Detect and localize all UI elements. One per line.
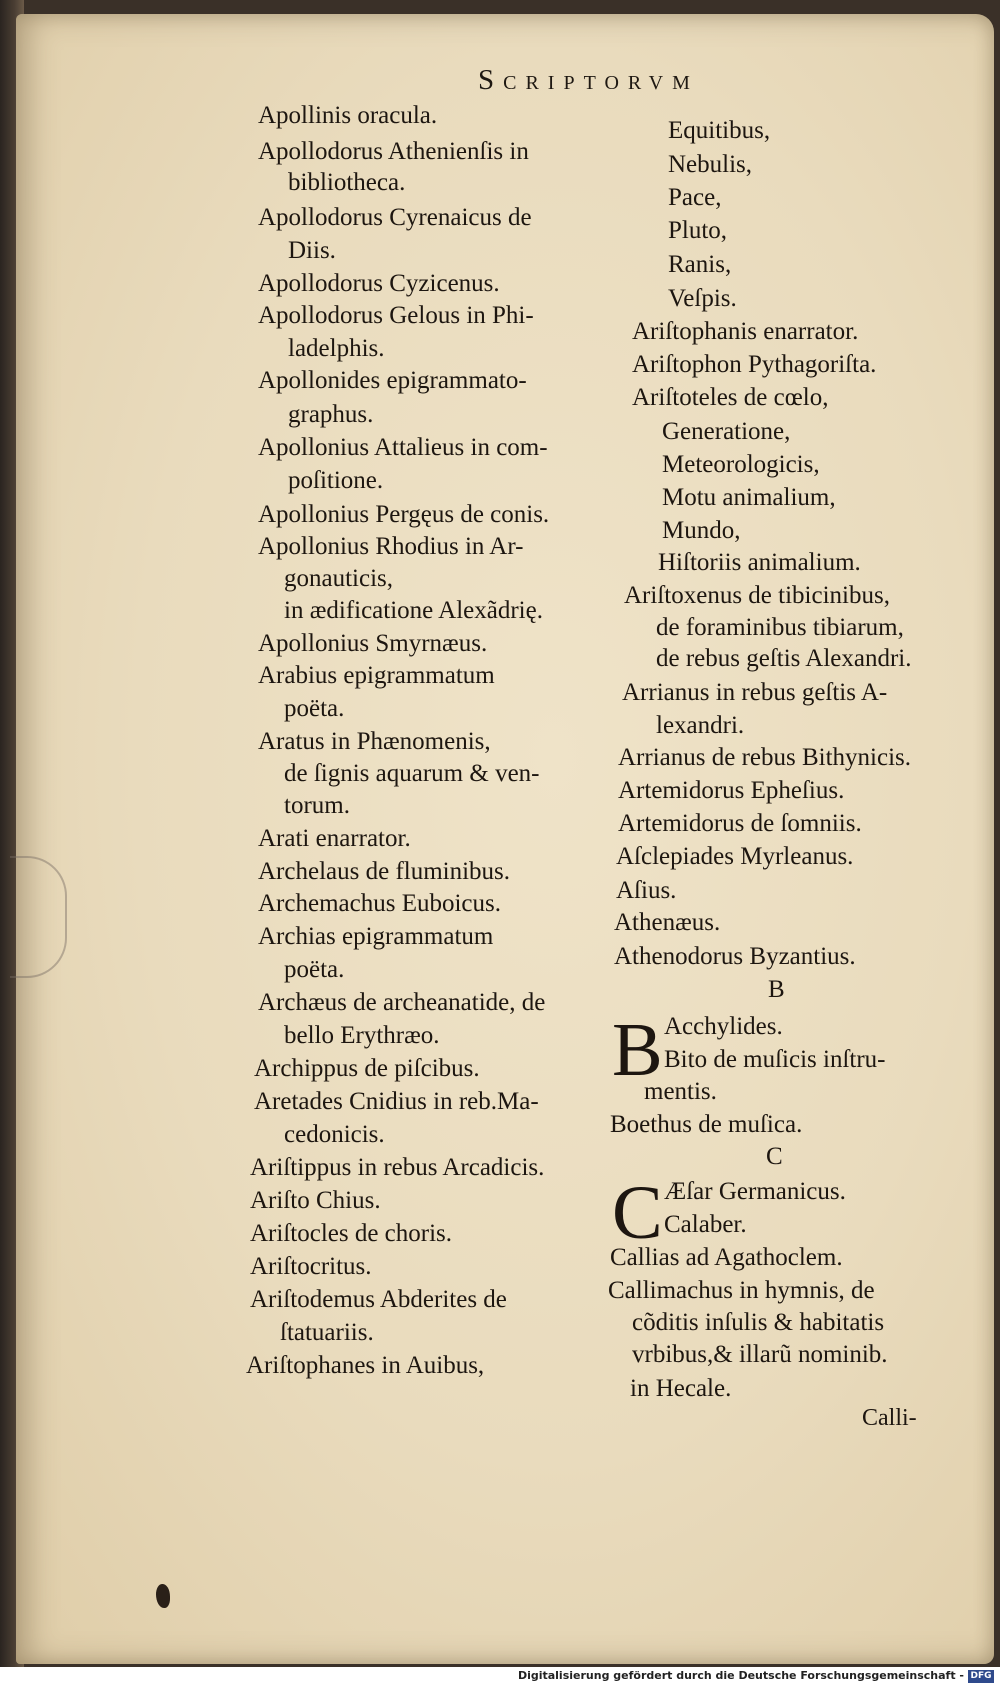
right-line: Ariſtoxenus de tibicinibus, (624, 582, 890, 609)
left-line: Archemachus Euboicus. (258, 890, 501, 917)
left-line: Apollinis oracula. (258, 102, 438, 129)
right-line: Ariſtophon Pythagoriſta. (632, 351, 877, 378)
right-line: Ranis, (668, 251, 732, 278)
ink-mark (156, 1584, 170, 1608)
left-line: Ariſto Chius. (250, 1187, 381, 1214)
left-line: gonauticis, (284, 565, 394, 592)
left-line: Ariſtodemus Abderites de (250, 1286, 507, 1313)
left-line: Apollonius Smyrnæus. (258, 630, 488, 657)
left-line: Ariſtocritus. (250, 1253, 372, 1280)
right-line: Motu animalium, (662, 484, 836, 511)
right-line: Bito de muſicis inſtru- (664, 1046, 886, 1073)
left-line: Archippus de piſcibus. (254, 1055, 480, 1082)
right-line: Athenæus. (614, 909, 721, 936)
left-line: Arabius epigrammatum (258, 662, 495, 689)
right-line: Acchylides. (664, 1013, 783, 1040)
right-line: vrbibus,& illarũ nominib. (632, 1341, 888, 1368)
left-line: Diis. (288, 237, 336, 264)
left-line: in ædificatione Alexãdrię. (284, 597, 543, 624)
right-line: de foraminibus tibiarum, (656, 614, 904, 641)
right-line: Pluto, (668, 217, 728, 244)
right-line: Veſpis. (668, 285, 737, 312)
left-line: Apollodorus Athenienſis in (258, 138, 529, 165)
left-line: ladelphis. (288, 335, 385, 362)
left-line: Apollodorus Cyzicenus. (258, 270, 500, 297)
right-line: Ariſtophanis enarrator. (632, 318, 859, 345)
right-line: Meteorologicis, (662, 451, 820, 478)
right-line: Calaber. (664, 1211, 747, 1238)
left-line: Apollodorus Gelous in Phi- (258, 302, 534, 329)
right-line: Athenodorus Byzantius. (614, 943, 856, 970)
left-line: Archias epigrammatum (258, 923, 494, 950)
left-line: Archelaus de fluminibus. (258, 858, 511, 885)
right-line: Generatione, (662, 418, 791, 445)
left-line: bello Erythræo. (284, 1022, 440, 1049)
left-line: poëta. (284, 695, 345, 722)
dfg-logo: DFG (968, 1670, 994, 1683)
left-line: graphus. (288, 401, 374, 428)
left-line: Apollonius Pergęus de conis. (258, 501, 550, 528)
left-line: torum. (284, 792, 350, 819)
left-line: Aratus in Phænomenis, (258, 728, 491, 755)
running-title: Scriptorvm (478, 64, 699, 96)
funding-credit: Digitalisierung gefördert durch die Deutsche Forschungsgemeinschaft - (517, 1669, 964, 1682)
left-line: cedonicis. (284, 1121, 385, 1148)
right-line: Hiſtoriis animalium. (658, 549, 861, 576)
left-line: Arati enarrator. (258, 825, 411, 852)
right-line: Arrianus in rebus geſtis A- (622, 679, 888, 706)
section-heading-b: B (768, 976, 785, 1003)
right-line: Mundo, (662, 517, 741, 544)
right-line: Boethus de muſica. (610, 1111, 803, 1138)
decorated-initial-b: B (612, 1008, 663, 1092)
left-line: poëta. (284, 956, 345, 983)
right-line: in Hecale. (630, 1375, 732, 1402)
right-line: Arrianus de rebus Bithynicis. (618, 744, 912, 771)
catchword: Calli- (862, 1405, 917, 1431)
right-line: Aſclepiades Myrleanus. (616, 843, 854, 870)
book-page (16, 14, 994, 1664)
left-line: poſitione. (288, 467, 384, 494)
decorated-initial-c: C (612, 1171, 663, 1255)
left-line: Archæus de archeanatide, de (258, 989, 546, 1016)
left-line: Aretades Cnidius in reb.Ma- (254, 1088, 539, 1115)
page-clip-mark (10, 856, 67, 978)
left-line: Apollodorus Cyrenaicus de (258, 204, 532, 231)
right-line: Callias ad Agathoclem. (610, 1244, 843, 1271)
left-line: bibliotheca. (288, 169, 406, 196)
left-line: Apollonius Attalieus in com- (258, 434, 548, 461)
right-line: Nebulis, (668, 151, 753, 178)
left-line: Apollonius Rhodius in Ar- (258, 533, 524, 560)
right-line: Callimachus in hymnis, de (608, 1277, 875, 1304)
right-line: mentis. (644, 1078, 717, 1105)
right-line: cõditis inſulis & habitatis (632, 1309, 885, 1336)
right-line: Ariſtoteles de cœlo, (632, 384, 829, 411)
left-line: Apollonides epigrammato- (258, 367, 527, 394)
right-line: Artemidorus de ſomniis. (618, 810, 862, 837)
left-line: Ariſtocles de choris. (250, 1220, 453, 1247)
left-line: Ariſtippus in rebus Arcadicis. (250, 1154, 545, 1181)
right-line: Aſius. (616, 877, 677, 904)
right-line: Equitibus, (668, 117, 771, 144)
digitization-footer (0, 1667, 1000, 1687)
section-heading-c: C (766, 1143, 783, 1170)
right-line: Æſar Germanicus. (664, 1178, 846, 1205)
right-line: Pace, (668, 184, 722, 211)
left-line: ſtatuariis. (280, 1319, 374, 1346)
right-line: lexandri. (656, 712, 745, 739)
left-line: Ariſtophanes in Auibus, (246, 1352, 485, 1379)
right-line: de rebus geſtis Alexandri. (656, 645, 912, 672)
right-line: Artemidorus Epheſius. (618, 777, 845, 804)
left-line: de ſignis aquarum & ven- (284, 760, 540, 787)
